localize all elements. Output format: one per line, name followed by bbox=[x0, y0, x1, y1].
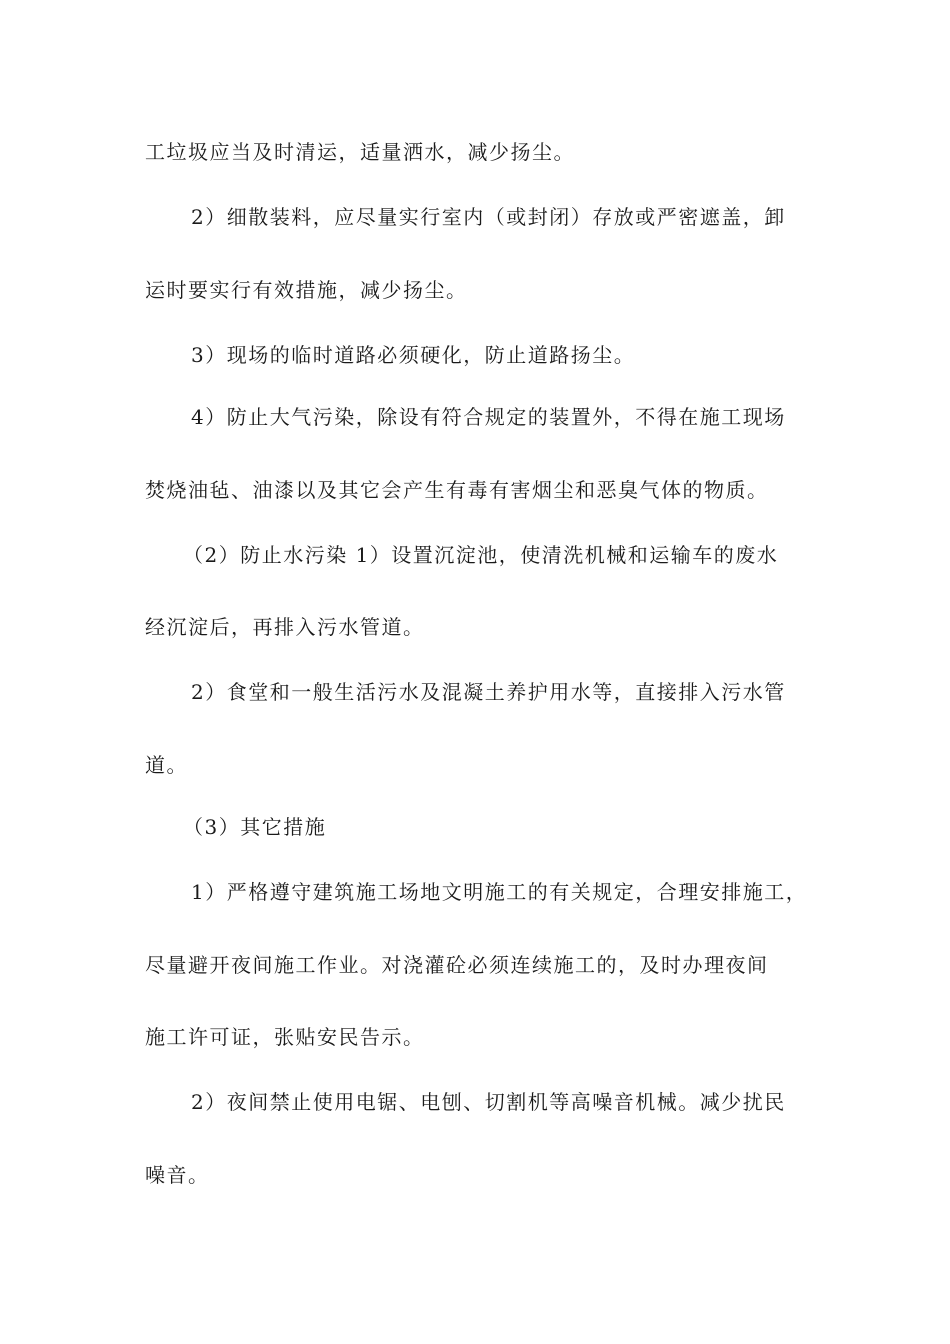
text-line: 道。 bbox=[145, 753, 188, 777]
text-line: 2）细散装料，应尽量实行室内（或封闭）存放或严密遮盖，卸 bbox=[191, 205, 786, 229]
text-line: 施工许可证，张贴安民告示。 bbox=[145, 1025, 425, 1049]
text-line: 尽量避开夜间施工作业。对浇灌砼必须连续施工的，及时办理夜间 bbox=[145, 953, 769, 977]
text-line: 3）现场的临时道路必须硬化，防止道路扬尘。 bbox=[191, 343, 636, 367]
text-line: 噪音。 bbox=[145, 1163, 210, 1187]
text-line: 工垃圾应当及时清运，适量洒水，减少扬尘。 bbox=[145, 140, 575, 164]
text-line: （2）防止水污染 1）设置沉淀池，使清洗机械和运输车的废水 bbox=[183, 543, 779, 567]
text-line: 运时要实行有效措施，减少扬尘。 bbox=[145, 278, 468, 302]
text-line: 焚烧油毡、油漆以及其它会产生有毒有害烟尘和恶臭气体的物质。 bbox=[145, 478, 769, 502]
text-line: 4）防止大气污染，除设有符合规定的装置外，不得在施工现场 bbox=[191, 405, 786, 429]
text-line: （3）其它措施 bbox=[183, 815, 327, 839]
text-line: 2）食堂和一般生活污水及混凝土养护用水等，直接排入污水管 bbox=[191, 680, 786, 704]
text-line: 2）夜间禁止使用电锯、电刨、切割机等高噪音机械。减少扰民 bbox=[191, 1090, 786, 1114]
text-line: 经沉淀后，再排入污水管道。 bbox=[145, 615, 425, 639]
text-line: 1）严格遵守建筑施工场地文明施工的有关规定，合理安排施工， bbox=[191, 880, 808, 904]
